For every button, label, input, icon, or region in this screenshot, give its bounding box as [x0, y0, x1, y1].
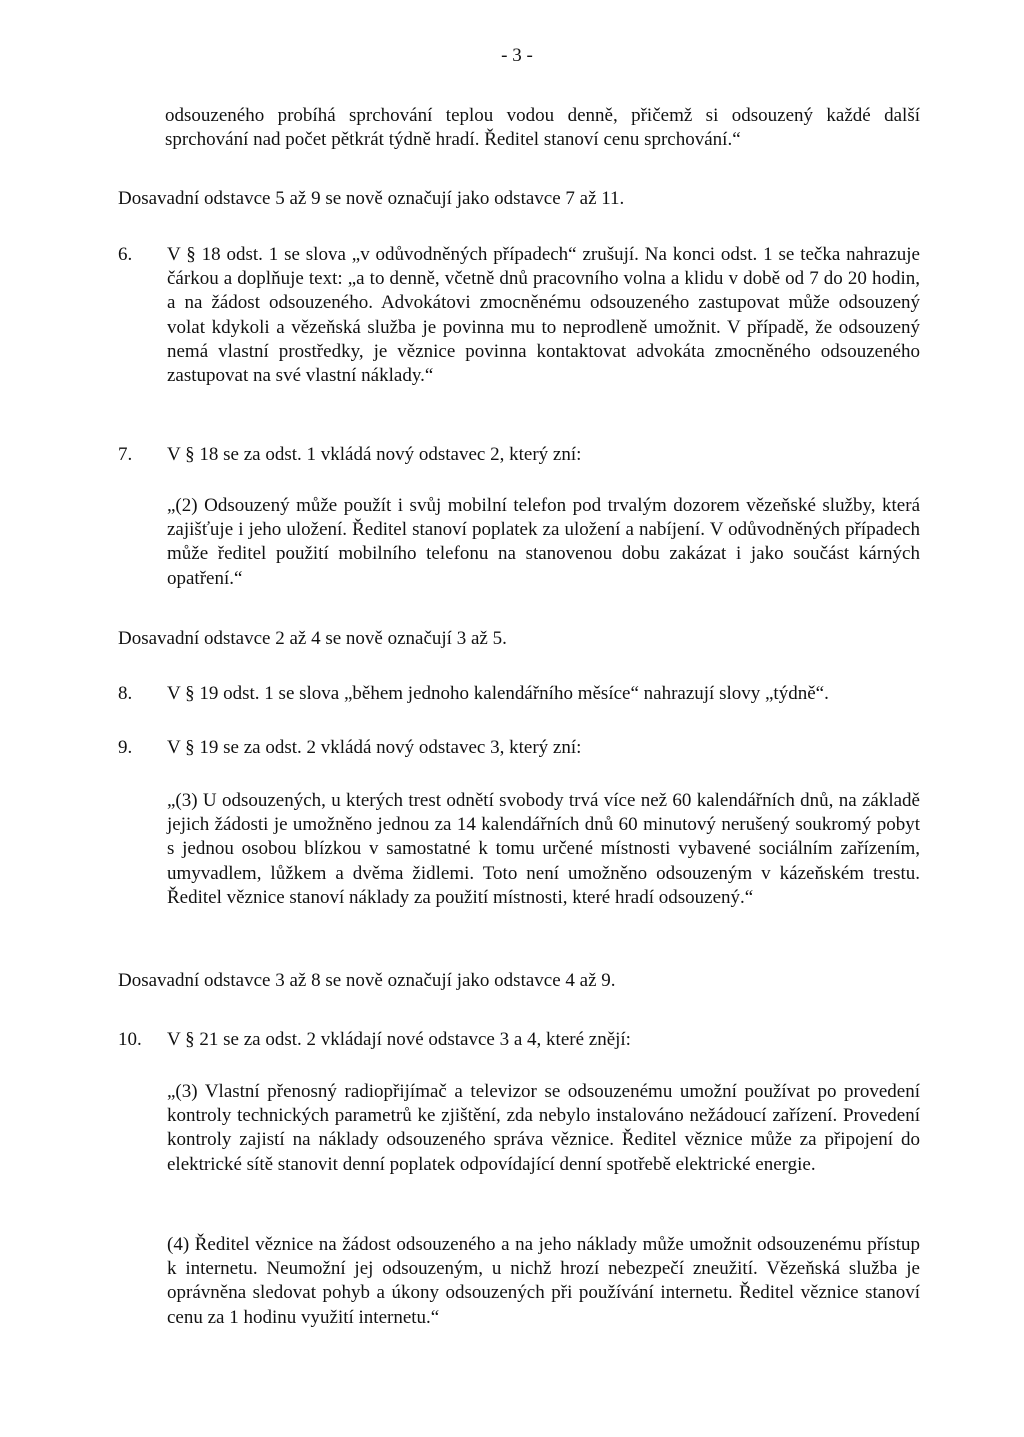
continuation-paragraph: odsouzeného probíhá sprchování teplou vodou denně, přičemž si odsouzený každé další sprchování nad počet pětkrát týdně hradí. Ředitel stanoví cenu sprchování.“ — [165, 105, 920, 151]
item-6-number: 6. — [118, 244, 133, 265]
item-6-text: V § 18 odst. 1 se slova „v odůvodněných případech“ zrušují. Na konci odst. 1 se tečka nahrazuje čárkou a doplňuje text: „a to denně, včetně dnů pracovního volna a klidu v době od 7 do 20 hodin, a na žádost odsouzeného. Advokátovi zmocněnému odsouzeného zastupovat může odsouzený volat kdykoli a vězeňská služba je povinna mu to neprodleně umožnit. V případě, že odsouzený nemá vlastní prostředky, je věznice povinna kontaktovat advokáta zmocněného odsouzeného zastupovat na své vlastní náklady.“ — [167, 244, 920, 387]
item-10-quote-paragraph-4: (4) Ředitel věznice na žádost odsouzeného a na jeho náklady může umožnit odsouzenému přístup k internetu. Neumožní jej odsouzeným, u nichž hrozí nebezpečí zneužití. Vězeňská služba je oprávněna sledovat pohyb a úkony odsouzených při používání internetu. Ředitel věznice stanoví cenu za 1 hodinu využití internetu.“ — [167, 1234, 920, 1328]
page-number: - 3 - — [501, 45, 533, 66]
item-7-quote: „(2) Odsouzený může použít i svůj mobilní telefon pod trvalým dozorem vězeňské služby, která zajišťuje i jeho uložení. Ředitel stanoví poplatek za uložení a nabíjení. V odůvodněných případech může ředitel použití mobilního telefonu na stanovenou dobu zakázat i jako součást kárných opatření.“ — [167, 495, 920, 589]
item-8-text: V § 19 odst. 1 se slova „během jednoho kalendářního měsíce“ nahrazují slovy „týdně“. — [167, 683, 829, 704]
item-9-text: V § 19 se za odst. 2 vkládá nový odstavec 3, který zní: — [167, 737, 582, 758]
renumbering-note-1: Dosavadní odstavce 5 až 9 se nově označují jako odstavce 7 až 11. — [118, 188, 625, 209]
item-9-number: 9. — [118, 737, 133, 758]
item-10-text: V § 21 se za odst. 2 vkládají nové odstavce 3 a 4, které znějí: — [167, 1029, 631, 1050]
item-7-number: 7. — [118, 444, 133, 465]
item-10-number: 10. — [118, 1029, 142, 1050]
renumbering-note-3: Dosavadní odstavce 3 až 8 se nově označují jako odstavce 4 až 9. — [118, 970, 616, 991]
item-10-quote-paragraph-3: „(3) Vlastní přenosný radiopřijímač a televizor se odsouzenému umožní používat po provedení kontroly technických parametrů ke zjištění, zda nebylo instalováno nežádoucí zařízení. Provedení kontroly zajistí na náklady odsouzeného správa věznice. Ředitel věznice může za připojení do elektrické sítě stanovit denní poplatek odpovídající denní spotřebě elektrické energie. — [167, 1081, 920, 1175]
item-9-quote: „(3) U odsouzených, u kterých trest odnětí svobody trvá více než 60 kalendářních dnů, na základě jejich žádosti je umožněno jednou za 14 kalendářních dnů 60 minutový nerušený soukromý pobyt s jednou osobou blízkou v samostatné k tomu určené místnosti vybavené sociálním zařízením, umyvadlem, lůžkem a dvěma židlemi. Toto není umožněno odsouzeným v kázeňském trestu. Ředitel věznice stanoví náklady za použití místnosti, které hradí odsouzený.“ — [167, 790, 920, 908]
item-7-text: V § 18 se za odst. 1 vkládá nový odstavec 2, který zní: — [167, 444, 582, 465]
item-8-number: 8. — [118, 683, 133, 704]
renumbering-note-2: Dosavadní odstavce 2 až 4 se nově označují 3 až 5. — [118, 628, 507, 649]
